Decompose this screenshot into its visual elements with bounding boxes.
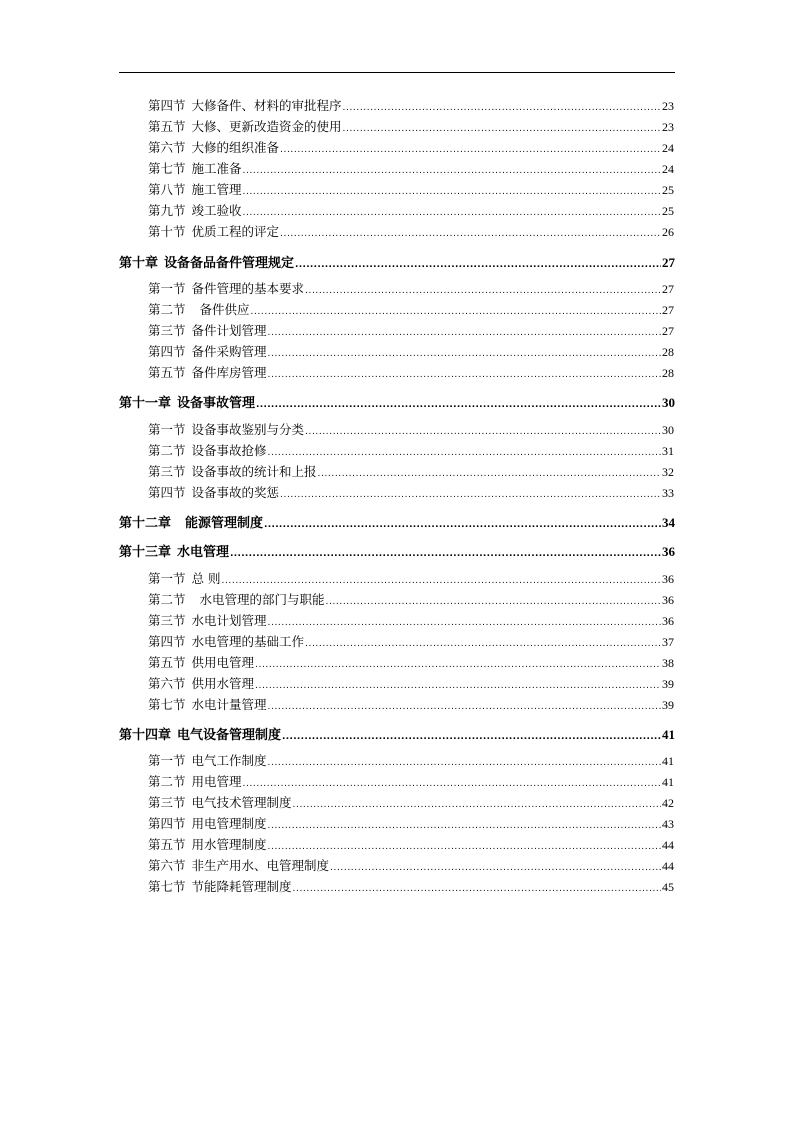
toc-dot-leader (305, 281, 661, 297)
toc-entry-title: 设备事故鉴别与分类 (191, 422, 305, 437)
toc-page-number: 23 (662, 99, 674, 113)
toc-page-number: 41 (662, 754, 674, 768)
toc-entry-number: 第九节 (148, 203, 186, 218)
toc-section-entry[interactable] (148, 140, 674, 156)
toc-entry-number: 第二节 (148, 302, 186, 317)
toc-page-number: 33 (662, 486, 674, 500)
toc-dot-leader (268, 613, 661, 629)
toc-entry-title: 节能降耗管理制度 (191, 879, 292, 894)
toc-section-entry[interactable] (148, 422, 674, 438)
toc-entry-title: 设备事故管理 (177, 396, 256, 411)
toc-section-entry[interactable] (148, 858, 674, 874)
toc-entry-title: 设备事故抢修 (191, 443, 267, 458)
toc-dot-leader (343, 98, 661, 114)
toc-section-entry[interactable] (148, 224, 674, 240)
toc-dot-leader (330, 858, 661, 874)
toc-page-number: 27 (662, 324, 674, 338)
toc-section-entry[interactable] (148, 571, 674, 587)
toc-page-number: 30 (662, 423, 674, 437)
toc-page-number: 24 (662, 141, 674, 155)
toc-section-entry[interactable] (148, 344, 674, 360)
toc-entry-title: 非生产用水、电管理制度 (191, 858, 330, 873)
toc-section-entry[interactable] (148, 119, 674, 135)
toc-dot-leader (268, 443, 661, 459)
toc-dot-leader (264, 514, 661, 531)
toc-entry-number: 第六节 (148, 858, 186, 873)
toc-dot-leader (280, 485, 661, 501)
toc-entry-title: 供用水管理 (191, 676, 255, 691)
toc-entry-title: 备件采购管理 (191, 344, 267, 359)
toc-dot-leader (282, 726, 661, 743)
toc-dot-leader (305, 634, 661, 650)
toc-entry-title: 施工管理 (191, 182, 242, 197)
toc-page-number: 43 (662, 817, 674, 831)
toc-entry-number: 第十三章 (119, 545, 172, 560)
toc-page-number: 30 (662, 395, 675, 410)
toc-section-entry[interactable] (148, 697, 674, 713)
toc-page-number: 25 (662, 204, 674, 218)
toc-entry-title: 水电管理 (177, 545, 230, 560)
toc-dot-leader (256, 394, 661, 411)
toc-page-number: 44 (662, 838, 674, 852)
toc-page-number: 27 (662, 282, 674, 296)
toc-entry-number: 第六节 (148, 140, 186, 155)
toc-page-number: 24 (662, 162, 674, 176)
toc-dot-leader (222, 571, 662, 587)
header-rule (119, 72, 675, 73)
toc-page-number: 28 (662, 366, 674, 380)
toc-page-number: 44 (662, 859, 674, 873)
toc-dot-leader (293, 795, 661, 811)
toc-section-entry[interactable] (148, 837, 674, 853)
toc-entry-number: 第一节 (148, 281, 186, 296)
toc-entry-number: 第八节 (148, 182, 186, 197)
toc-section-entry[interactable] (148, 161, 674, 177)
toc-entry-number: 第五节 (148, 837, 186, 852)
toc-entry-title: 水电管理的基础工作 (191, 634, 305, 649)
toc-section-entry[interactable] (148, 302, 674, 318)
toc-section-entry[interactable] (148, 676, 674, 692)
toc-section-entry[interactable] (148, 281, 674, 297)
toc-dot-leader (268, 365, 661, 381)
toc-chapter-entry[interactable] (119, 543, 675, 560)
toc-section-entry[interactable] (148, 634, 674, 650)
toc-entry-title: 设备备品备件管理规定 (164, 256, 295, 271)
toc-entry-title: 备件计划管理 (191, 323, 267, 338)
toc-dot-leader (230, 543, 661, 560)
toc-section-entry[interactable] (148, 464, 674, 480)
toc-section-entry[interactable] (148, 613, 674, 629)
toc-page-number: 36 (662, 572, 674, 586)
toc-section-entry[interactable] (148, 816, 674, 832)
toc-page-number: 39 (662, 698, 674, 712)
toc-page-number: 38 (662, 656, 674, 670)
toc-section-entry[interactable] (148, 753, 674, 769)
toc-dot-leader (343, 119, 661, 135)
toc-page-number: 32 (662, 465, 674, 479)
toc-entry-title: 设备事故的统计和上报 (191, 464, 317, 479)
toc-section-entry[interactable] (148, 182, 674, 198)
toc-section-entry[interactable] (148, 485, 674, 501)
toc-entry-number: 第十四章 (119, 728, 172, 743)
toc-entry-number: 第四节 (148, 485, 186, 500)
toc-dot-leader (295, 254, 661, 271)
toc-page-number: 45 (662, 880, 674, 894)
toc-entry-title: 水电计划管理 (191, 613, 267, 628)
toc-page-number: 37 (662, 635, 674, 649)
toc-entry-title: 能源管理制度 (185, 516, 264, 531)
toc-page-number: 36 (662, 544, 675, 559)
toc-entry-title: 备件供应 (199, 302, 250, 317)
toc-entry-title: 电气工作制度 (191, 753, 267, 768)
toc-page-number: 36 (662, 593, 674, 607)
toc-entry-number: 第十章 (119, 256, 159, 271)
toc-dot-leader (255, 676, 661, 692)
toc-dot-leader (255, 655, 661, 671)
toc-entry-number: 第一节 (148, 422, 186, 437)
toc-entry-title: 水电管理的部门与职能 (199, 592, 325, 607)
toc-dot-leader (243, 182, 661, 198)
toc-entry-title: 设备事故的奖惩 (191, 485, 280, 500)
toc-page-number: 36 (662, 614, 674, 628)
toc-entry-number: 第一节 (148, 571, 186, 586)
toc-entry-number: 第三节 (148, 795, 186, 810)
toc-entry-number: 第三节 (148, 464, 186, 479)
toc-page-number: 41 (662, 727, 675, 742)
toc-page-number: 31 (662, 444, 674, 458)
toc-dot-leader (243, 161, 661, 177)
toc-entry-title: 电气设备管理制度 (177, 728, 282, 743)
toc-chapter-entry[interactable] (119, 394, 675, 411)
toc-page-number: 25 (662, 183, 674, 197)
toc-section-entry[interactable] (148, 443, 674, 459)
toc-entry-number: 第四节 (148, 816, 186, 831)
toc-entry-number: 第七节 (148, 879, 186, 894)
toc-entry-title: 用电管理制度 (191, 816, 267, 831)
toc-entry-number: 第七节 (148, 161, 186, 176)
toc-entry-title: 供用电管理 (191, 655, 255, 670)
toc-entry-title: 用电管理 (191, 774, 242, 789)
toc-dot-leader (318, 464, 661, 480)
toc-page-number: 39 (662, 677, 674, 691)
toc-page-number: 42 (662, 796, 674, 810)
toc-entry-number: 第五节 (148, 365, 186, 380)
toc-entry-title: 施工准备 (191, 161, 242, 176)
toc-dot-leader (268, 753, 661, 769)
toc-entry-title: 水电计量管理 (191, 697, 267, 712)
toc-entry-number: 第二节 (148, 592, 186, 607)
toc-entry-title: 大修备件、材料的审批程序 (191, 98, 342, 113)
toc-section-entry[interactable] (148, 879, 674, 895)
toc-page-number: 28 (662, 345, 674, 359)
toc-entry-number: 第六节 (148, 676, 186, 691)
toc-dot-leader (293, 879, 661, 895)
toc-entry-number: 第七节 (148, 697, 186, 712)
toc-entry-number: 第四节 (148, 344, 186, 359)
toc-dot-leader (268, 837, 661, 853)
toc-dot-leader (326, 592, 661, 608)
toc-page-number: 27 (662, 303, 674, 317)
toc-entry-number: 第十一章 (119, 396, 172, 411)
toc-dot-leader (280, 140, 661, 156)
toc-section-entry[interactable] (148, 365, 674, 381)
toc-entry-number: 第三节 (148, 323, 186, 338)
toc-entry-number: 第三节 (148, 613, 186, 628)
toc-entry-title: 大修、更新改造资金的使用 (191, 119, 342, 134)
toc-chapter-entry[interactable] (119, 726, 675, 743)
toc-entry-number: 第二节 (148, 443, 186, 458)
toc-section-entry[interactable] (148, 592, 674, 608)
toc-dot-leader (251, 302, 661, 318)
toc-page-number: 34 (662, 515, 675, 530)
toc-dot-leader (268, 323, 661, 339)
toc-entry-number: 第四节 (148, 98, 186, 113)
toc-page-number: 23 (662, 120, 674, 134)
toc-page-number: 27 (662, 255, 675, 270)
toc-entry-number: 第十节 (148, 224, 186, 239)
toc-entry-title: 竣工验收 (191, 203, 242, 218)
toc-entry-number: 第十二章 (119, 516, 172, 531)
toc-section-entry[interactable] (148, 795, 674, 811)
toc-dot-leader (268, 816, 661, 832)
toc-entry-title: 大修的组织准备 (191, 140, 280, 155)
toc-section-entry[interactable] (148, 203, 674, 219)
toc-page-number: 41 (662, 775, 674, 789)
toc-dot-leader (268, 344, 661, 360)
toc-entry-title: 备件库房管理 (191, 365, 267, 380)
toc-section-entry[interactable] (148, 323, 674, 339)
toc-dot-leader (243, 203, 661, 219)
toc-dot-leader (243, 774, 661, 790)
toc-entry-number: 第四节 (148, 634, 186, 649)
toc-section-entry[interactable] (148, 774, 674, 790)
toc-entry-title: 用水管理制度 (191, 837, 267, 852)
toc-dot-leader (268, 697, 661, 713)
toc-page-number: 26 (662, 225, 674, 239)
toc-entry-title: 总 则 (191, 571, 221, 586)
toc-chapter-entry[interactable] (119, 254, 675, 271)
toc-entry-number: 第五节 (148, 655, 186, 670)
toc-entry-number: 第二节 (148, 774, 186, 789)
toc-entry-number: 第五节 (148, 119, 186, 134)
toc-section-entry[interactable] (148, 655, 674, 671)
toc-dot-leader (305, 422, 661, 438)
toc-section-entry[interactable] (148, 98, 674, 114)
toc-entry-number: 第一节 (148, 753, 186, 768)
toc-entry-title: 优质工程的评定 (191, 224, 280, 239)
toc-entry-title: 备件管理的基本要求 (191, 281, 305, 296)
toc-chapter-entry[interactable] (119, 514, 675, 531)
toc-entry-title: 电气技术管理制度 (191, 795, 292, 810)
toc-dot-leader (280, 224, 661, 240)
